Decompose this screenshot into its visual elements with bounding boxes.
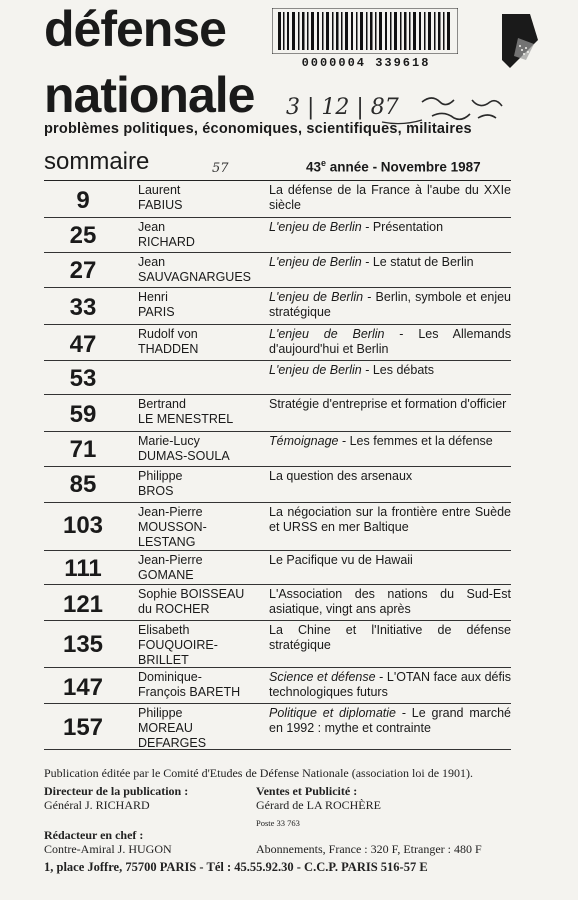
toc-author	[138, 290, 175, 320]
masthead-title-line1: défense	[44, 1, 226, 57]
toc-author	[138, 397, 233, 427]
toc-article-text: - Présentation	[361, 220, 444, 234]
toc-author-line: Philippe	[138, 469, 183, 483]
toc-author-line: François BARETH	[138, 685, 241, 699]
toc-author-line: Henri	[138, 290, 168, 304]
toc-row	[44, 467, 511, 503]
toc-page-number: 25	[69, 222, 97, 249]
toc-author-line: Bertrand	[138, 397, 186, 411]
editor-label: Rédacteur en chef :	[44, 828, 144, 842]
toc-article-rubric: Témoignage	[269, 434, 339, 448]
toc-author-line: SAUVAGNARGUES	[138, 270, 251, 284]
toc-author-line: Marie-Lucy	[138, 434, 200, 448]
issue-year-suffix: e	[321, 158, 327, 168]
toc-row	[44, 361, 511, 395]
director-name: Général J. RICHARD	[44, 798, 150, 812]
toc-row	[44, 218, 511, 253]
issue-year-number: 43	[306, 159, 322, 175]
toc-author-line: MOUSSON-	[138, 520, 207, 534]
toc-row	[44, 668, 511, 704]
toc-row	[44, 288, 511, 325]
toc-article-title	[269, 363, 511, 378]
toc-page-number: 9	[76, 187, 90, 214]
toc-author-line: Jean-Pierre	[138, 553, 203, 567]
toc-article-text: - Les femmes et la défense	[338, 434, 493, 448]
toc-article-text: - L'OTAN face aux défis technologiques futurs	[269, 670, 511, 699]
toc-article-text: - Berlin, symbole et enjeu stratégique	[269, 290, 511, 319]
toc-article-title	[269, 397, 511, 412]
toc-article-rubric: L'enjeu de Berlin	[269, 255, 362, 269]
toc-page-number: 47	[69, 331, 97, 358]
toc-author-line: LE MENESTREL	[138, 412, 234, 426]
toc-author-line: Rudolf von	[138, 327, 198, 341]
toc-article-title	[269, 469, 511, 484]
toc-article-title	[269, 255, 511, 270]
toc-article-rubric: Science et défense	[269, 670, 376, 684]
toc-author	[138, 670, 240, 700]
toc-row	[44, 432, 511, 467]
editor-name: Contre-Amiral J. HUGON	[44, 842, 172, 856]
toc-article-text: - Les débats	[361, 363, 434, 377]
toc-author-line: THADDEN	[138, 342, 199, 356]
toc-row	[44, 253, 511, 288]
toc-author-line: BRILLET	[138, 653, 189, 667]
toc-author	[138, 183, 182, 213]
toc-article-title	[269, 587, 511, 617]
toc-page-number: 111	[64, 555, 102, 582]
toc-author-line: RICHARD	[138, 235, 195, 249]
toc-author-line: Jean-Pierre	[138, 505, 203, 519]
toc-author-line: DUMAS-SOULA	[138, 449, 230, 463]
toc-page-number: 33	[69, 294, 97, 321]
toc-author	[138, 255, 251, 285]
toc-author-line: PARIS	[138, 305, 175, 319]
toc-article-title	[269, 670, 511, 700]
toc-author-line: FOUQUOIRE-	[138, 638, 218, 652]
toc-author	[138, 553, 203, 583]
toc-author-line: LESTANG	[138, 535, 196, 549]
table-of-contents	[44, 181, 511, 750]
toc-page-number: 157	[62, 714, 104, 741]
toc-author	[138, 706, 206, 751]
toc-author-line: DEFARGES	[138, 736, 207, 750]
toc-author-line: Sophie BOISSEAU	[138, 587, 245, 601]
toc-row	[44, 325, 511, 361]
toc-page-number: 135	[62, 631, 104, 658]
toc-article-rubric: L'enjeu de Berlin	[269, 290, 364, 304]
toc-page-number: 147	[62, 674, 104, 701]
toc-article-text: - Les Allemands d'aujourd'hui et Berlin	[269, 327, 511, 356]
publication-note: Publication éditée par le Comité d'Etudes de Défense Nationale (association loi de 1901).	[44, 766, 474, 780]
toc-page-number: 53	[69, 365, 97, 392]
toc-author	[138, 505, 207, 550]
toc-article-text: La défense de la France à l'aube du XXIe siècle	[269, 183, 511, 212]
masthead-title-line2: nationale	[44, 67, 255, 123]
toc-author-line: BROS	[138, 484, 174, 498]
toc-author	[138, 469, 182, 499]
toc-article-title	[269, 553, 511, 568]
toc-article-title	[269, 327, 511, 357]
contact-address: 1, place Joffre, 75700 PARIS - Tél : 45.55.92.30 - C.C.P. PARIS 516-57 E	[44, 860, 428, 874]
toc-article-title	[269, 220, 511, 235]
toc-article-text: L'Association des nations du Sud-Est asiatique, vingt ans après	[269, 587, 511, 616]
toc-page-number: 59	[69, 401, 97, 428]
toc-article-text: Stratégie d'entreprise et formation d'officier	[269, 397, 507, 411]
library-stamp-icon	[500, 10, 540, 70]
toc-article-text: La question des arsenaux	[269, 469, 413, 483]
masthead-subtitle: problèmes politiques, économiques, scientifiques, militaires	[44, 121, 472, 137]
toc-row	[44, 503, 511, 551]
toc-row	[44, 551, 511, 585]
toc-author-line: GOMANE	[138, 568, 194, 582]
toc-article-rubric: L'enjeu de Berlin	[269, 327, 385, 341]
toc-page-number: 103	[62, 512, 104, 539]
toc-article-text: - Le grand marché en 1992 : mythe et contrainte	[269, 706, 512, 735]
barcode-label	[266, 4, 498, 74]
issue-date-text: année - Novembre 1987	[326, 159, 481, 175]
barcode-number: 0000004 339618	[301, 56, 431, 70]
toc-author-line: du ROCHER	[138, 602, 210, 616]
toc-article-text: - Le statut de Berlin	[361, 255, 474, 269]
toc-page-number: 121	[62, 591, 104, 618]
toc-author-line: FABIUS	[138, 198, 183, 212]
toc-article-text: La Chine et l'Initiative de défense stratégique	[269, 623, 511, 652]
toc-article-title	[269, 706, 511, 736]
toc-article-title	[269, 623, 511, 653]
toc-article-rubric: L'enjeu de Berlin	[269, 220, 362, 234]
toc-row	[44, 621, 511, 668]
subscription-prices: Abonnements, France : 320 F, Etranger : 480 F	[256, 842, 482, 856]
sommaire-heading: sommaire	[44, 148, 150, 175]
toc-page-number: 85	[69, 471, 97, 498]
sales-name: Gérard de LA ROCHÈRE	[256, 798, 381, 812]
director-label: Directeur de la publication :	[44, 784, 189, 798]
barcode-icon	[272, 8, 458, 54]
toc-article-rubric: L'enjeu de Berlin	[269, 363, 362, 377]
toc-article-rubric: Politique et diplomatie	[269, 706, 396, 720]
toc-author	[138, 623, 218, 668]
toc-author-line: Elisabeth	[138, 623, 190, 637]
toc-article-title	[269, 434, 511, 449]
toc-author	[138, 220, 195, 250]
toc-row	[44, 704, 511, 750]
toc-article-title	[269, 290, 511, 320]
toc-article-text: La négociation sur la frontière entre Suède et URSS en mer Baltique	[269, 505, 511, 534]
toc-author-line: MOREAU	[138, 721, 193, 735]
toc-article-title	[269, 505, 511, 535]
toc-author-line: Philippe	[138, 706, 183, 720]
poste-number: Poste 33 763	[256, 818, 300, 828]
issue-date	[306, 158, 481, 175]
toc-author	[138, 327, 198, 357]
toc-author-line: Laurent	[138, 183, 181, 197]
toc-author	[138, 434, 230, 464]
handwritten-date-annotation	[282, 88, 522, 128]
handwritten-note: 57	[212, 161, 229, 176]
toc-page-number: 71	[69, 436, 97, 463]
handwritten-date-text: 3 | 12 | 87	[286, 95, 399, 120]
sales-label: Ventes et Publicité :	[256, 784, 358, 798]
toc-author-line: Jean	[138, 220, 166, 234]
toc-author-line: Dominique-	[138, 670, 202, 684]
toc-author-line: Jean	[138, 255, 166, 269]
toc-article-text: Le Pacifique vu de Hawaii	[269, 553, 413, 567]
toc-row	[44, 395, 511, 432]
toc-row	[44, 181, 511, 218]
toc-article-title	[269, 183, 511, 213]
toc-page-number: 27	[69, 257, 97, 284]
toc-row	[44, 585, 511, 621]
toc-author	[138, 587, 244, 617]
